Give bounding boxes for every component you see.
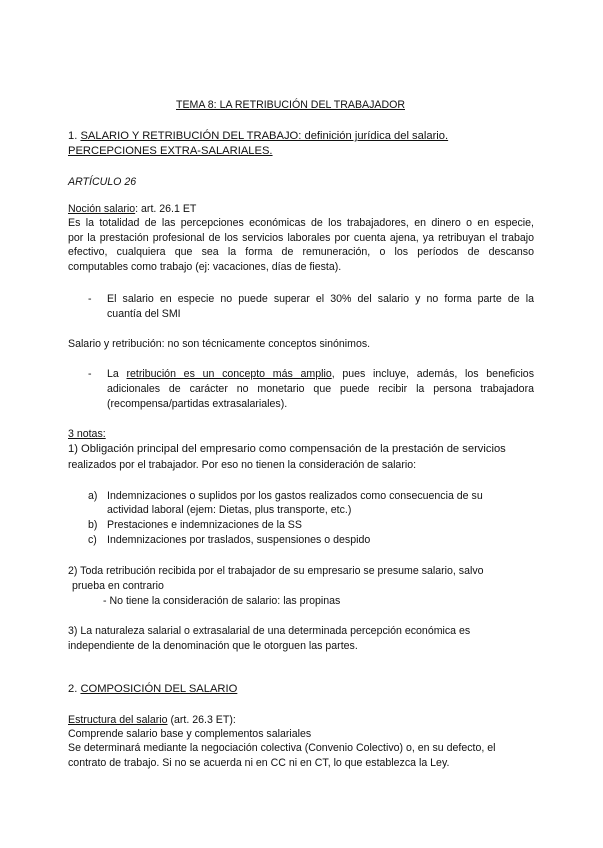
bullet-1-line1: El salario en especie no puede superar el 30% del salario y no forma parte de la [107,293,534,305]
bullet-2-line3: (recompensa/partidas extrasalariales). [107,398,288,410]
list-item-b-marker: b) [88,519,98,531]
nota-2-line1: 2) Toda retribución recibida por el trabajador de su empresario se presume salario, salvo [68,565,484,577]
section-1-heading [68,130,448,143]
list-item-a-line2: actividad laboral (ejem: Dietas, plus transporte, etc.) [107,504,352,516]
bullet-2-pre: La [107,368,127,380]
nota-1-line2: realizados por el trabajador. Por eso no tienen la consideración de salario: [68,459,417,471]
document-title: TEMA 8: LA RETRIBUCIÓN DEL TRABAJADOR [176,99,405,111]
article-label: ARTÍCULO 26 [68,176,137,188]
section-2-heading [68,683,237,696]
nota-2-sub: - No tiene la consideración de salario: las propinas [103,595,341,607]
list-item-b-line1: Prestaciones e indemnizaciones de la SS [107,519,302,531]
nota-2-line2: prueba en contrario [72,580,164,592]
list-item-c-line1: Indemnizaciones por traslados, suspensiones o despido [107,534,371,546]
list-item-a-marker: a) [88,490,98,502]
nocion-line-2: por la prestación profesional de los servicios laborales por cuenta ajena, ya retribuyan el trabajo [68,232,534,244]
nocion-label: Noción salario [68,203,136,215]
nocion-ref: : art. 26.1 ET [135,203,197,215]
estructura-heading [68,714,236,727]
nocion-line-3: efectivo, cualquiera que sea la forma de remuneración, o los períodos de descanso [68,246,534,258]
bullet-2-dash: - [88,368,92,380]
estructura-ref: (art. 26.3 ET): [167,714,236,726]
bullet-1-line2: cuantía del SMI [107,308,181,320]
bullet-1-dash: - [88,293,92,305]
estructura-label: Estructura del salario [68,714,168,726]
section-1-heading-line1: SALARIO Y RETRIBUCIÓN DEL TRABAJO: definición jurídica del salario. [80,130,449,142]
bullet-2-line2: adicionales de carácter no monetario que puede recibir la persona trabajadora [107,383,534,395]
section-1-number: 1. [68,130,78,142]
nocion-line-4: computables como trabajo (ej: vacaciones, días de fiesta). [68,261,342,273]
estructura-line3: contrato de trabajo. Si no se acuerda ni en CC ni en CT, lo que establezca la Ley. [68,757,450,769]
nocion-line-1: Es la totalidad de las percepciones económicas de los trabajadores, en dinero o en especie, [68,217,534,229]
bullet-2-line1 [107,368,534,381]
bullet-2-post: , pues incluye, además, los beneficios [331,368,534,380]
nocion-heading [68,203,196,216]
list-item-c-marker: c) [88,534,97,546]
section-2-number: 2. [68,683,78,695]
list-item-a-line1: Indemnizaciones o suplidos por los gastos realizados como consecuencia de su [107,490,483,502]
nota-3-line2: independiente de la denominación que le otorguen las partes. [68,640,358,652]
notas-label: 3 notas: [68,428,106,440]
section-1-heading-line2: PERCEPCIONES EXTRA-SALARIALES. [68,145,273,157]
estructura-line2: Se determinará mediante la negociación colectiva (Convenio Colectivo) o, en su defecto, el [68,742,496,754]
salario-retribucion: Salario y retribución: no son técnicamente conceptos sinónimos. [68,338,371,350]
bullet-2-underlined: retribución es un concepto más amplio [126,368,332,380]
estructura-line1: Comprende salario base y complementos salariales [68,728,312,740]
section-2-title: COMPOSICIÓN DEL SALARIO [80,683,238,695]
nota-3-line1: 3) La naturaleza salarial o extrasalarial de una determinada percepción económica es [68,625,471,637]
nota-1-line1: 1) Obligación principal del empresario como compensación de la prestación de servicios [68,443,506,455]
